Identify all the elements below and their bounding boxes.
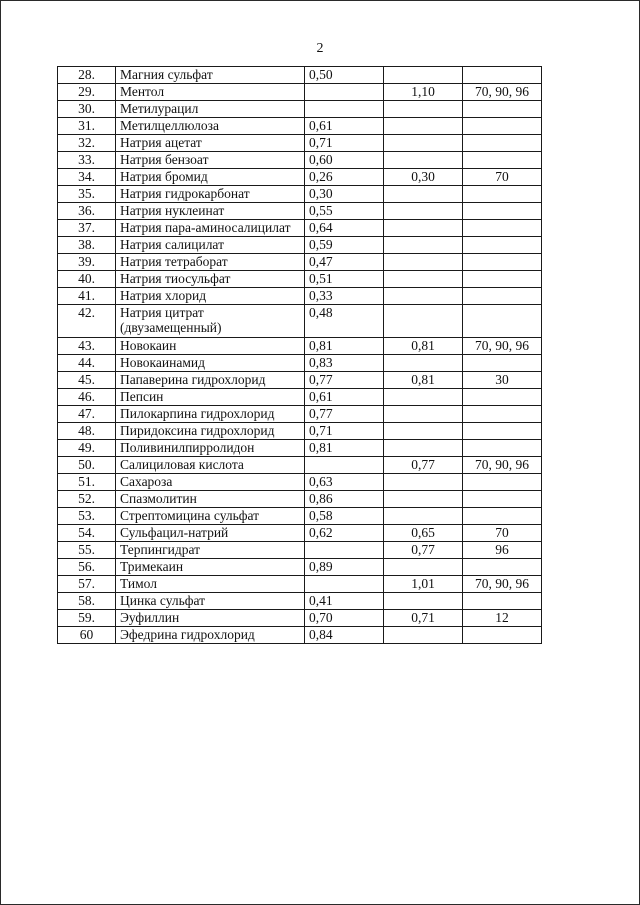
row-number-cell: 47.	[58, 406, 116, 423]
row-number-cell: 60	[58, 627, 116, 644]
value-2-cell	[384, 186, 463, 203]
page-number: 2	[316, 41, 324, 56]
value-2-cell: 0,30	[384, 169, 463, 186]
table-row	[58, 508, 542, 525]
substance-name-cell: Натрия бензоат	[116, 152, 305, 169]
table-row	[58, 576, 542, 593]
row-number-cell: 49.	[58, 440, 116, 457]
table-row	[58, 627, 542, 644]
substance-name-cell: Сахароза	[116, 474, 305, 491]
value-2-cell	[384, 101, 463, 118]
table-row	[58, 440, 542, 457]
value-1-cell: 0,33	[305, 288, 384, 305]
value-3-cell	[463, 152, 542, 169]
value-1-cell	[305, 457, 384, 474]
substance-name-cell: Тимол	[116, 576, 305, 593]
value-1-cell: 0,84	[305, 627, 384, 644]
value-2-cell: 0,77	[384, 542, 463, 559]
substance-name-cell: Пиридоксина гидрохлорид	[116, 423, 305, 440]
value-3-cell	[463, 271, 542, 288]
table-row	[58, 237, 542, 254]
row-number-cell: 40.	[58, 271, 116, 288]
value-3-cell	[463, 593, 542, 610]
value-1-cell: 0,60	[305, 152, 384, 169]
value-1-cell: 0,51	[305, 271, 384, 288]
row-number-cell: 32.	[58, 135, 116, 152]
substance-name-cell: Натрия нуклеинат	[116, 203, 305, 220]
value-2-cell	[384, 559, 463, 576]
value-3-cell: 70, 90, 96	[463, 84, 542, 101]
value-3-cell	[463, 474, 542, 491]
substance-name-cell: Терпингидрат	[116, 542, 305, 559]
value-3-cell	[463, 627, 542, 644]
table-row	[58, 372, 542, 389]
value-3-cell	[463, 406, 542, 423]
value-1-cell: 0,77	[305, 372, 384, 389]
substance-name-cell: Эуфиллин	[116, 610, 305, 627]
value-3-cell: 70, 90, 96	[463, 457, 542, 474]
value-3-cell	[463, 423, 542, 440]
substance-name-cell: Метилурацил	[116, 101, 305, 118]
row-number-cell: 37.	[58, 220, 116, 237]
table-row	[58, 406, 542, 423]
table-row	[58, 491, 542, 508]
value-3-cell: 12	[463, 610, 542, 627]
table-row	[58, 271, 542, 288]
value-3-cell	[463, 389, 542, 406]
value-2-cell	[384, 389, 463, 406]
substance-name-cell: Салициловая кислота	[116, 457, 305, 474]
value-1-cell: 0,47	[305, 254, 384, 271]
table-row	[58, 389, 542, 406]
value-2-cell: 0,65	[384, 525, 463, 542]
table-row	[58, 593, 542, 610]
substance-name-cell: Натрия ацетат	[116, 135, 305, 152]
value-3-cell: 30	[463, 372, 542, 389]
substance-name-cell: Стрептомицина сульфат	[116, 508, 305, 525]
value-3-cell	[463, 220, 542, 237]
row-number-cell: 30.	[58, 101, 116, 118]
substance-table	[57, 66, 542, 644]
table-row	[58, 610, 542, 627]
value-1-cell: 0,71	[305, 135, 384, 152]
row-number-cell: 51.	[58, 474, 116, 491]
value-3-cell	[463, 118, 542, 135]
value-1-cell: 0,48	[305, 305, 384, 338]
value-2-cell	[384, 67, 463, 84]
value-1-cell: 0,50	[305, 67, 384, 84]
row-number-cell: 52.	[58, 491, 116, 508]
value-2-cell: 1,10	[384, 84, 463, 101]
value-1-cell: 0,30	[305, 186, 384, 203]
row-number-cell: 43.	[58, 338, 116, 355]
substance-name-cell: Тримекаин	[116, 559, 305, 576]
substance-name-cell: Сульфацил-натрий	[116, 525, 305, 542]
value-1-cell: 0,62	[305, 525, 384, 542]
value-2-cell	[384, 627, 463, 644]
row-number-cell: 44.	[58, 355, 116, 372]
value-2-cell	[384, 355, 463, 372]
value-1-cell	[305, 542, 384, 559]
value-2-cell: 0,81	[384, 338, 463, 355]
row-number-cell: 50.	[58, 457, 116, 474]
table-row	[58, 169, 542, 186]
value-3-cell: 70, 90, 96	[463, 576, 542, 593]
value-3-cell	[463, 135, 542, 152]
row-number-cell: 39.	[58, 254, 116, 271]
value-3-cell	[463, 101, 542, 118]
value-1-cell: 0,81	[305, 338, 384, 355]
value-1-cell: 0,59	[305, 237, 384, 254]
substance-name-cell: Натрия тетраборат	[116, 254, 305, 271]
table-row	[58, 355, 542, 372]
value-1-cell: 0,26	[305, 169, 384, 186]
table-row	[58, 84, 542, 101]
value-1-cell	[305, 576, 384, 593]
value-2-cell	[384, 135, 463, 152]
value-3-cell	[463, 67, 542, 84]
value-3-cell	[463, 559, 542, 576]
row-number-cell: 53.	[58, 508, 116, 525]
value-2-cell	[384, 203, 463, 220]
substance-name-cell: Натрия тиосульфат	[116, 271, 305, 288]
substance-name-cell: Ментол	[116, 84, 305, 101]
value-2-cell: 0,77	[384, 457, 463, 474]
table-row	[58, 220, 542, 237]
value-1-cell	[305, 101, 384, 118]
value-1-cell: 0,61	[305, 118, 384, 135]
row-number-cell: 33.	[58, 152, 116, 169]
value-2-cell	[384, 271, 463, 288]
value-2-cell	[384, 491, 463, 508]
value-2-cell	[384, 237, 463, 254]
table-row	[58, 254, 542, 271]
substance-name-cell: Папаверина гидрохлорид	[116, 372, 305, 389]
substance-name-cell: Цинка сульфат	[116, 593, 305, 610]
table-row	[58, 559, 542, 576]
substance-name-cell: Пилокарпина гидрохлорид	[116, 406, 305, 423]
substance-name-cell: Новокаин	[116, 338, 305, 355]
value-3-cell: 70, 90, 96	[463, 338, 542, 355]
row-number-cell: 46.	[58, 389, 116, 406]
value-3-cell: 70	[463, 525, 542, 542]
value-3-cell: 96	[463, 542, 542, 559]
value-2-cell	[384, 118, 463, 135]
value-1-cell: 0,61	[305, 389, 384, 406]
value-1-cell: 0,89	[305, 559, 384, 576]
table-row	[58, 288, 542, 305]
substance-name-cell: Метилцеллюлоза	[116, 118, 305, 135]
table-row	[58, 525, 542, 542]
value-3-cell	[463, 508, 542, 525]
row-number-cell: 45.	[58, 372, 116, 389]
value-1-cell: 0,41	[305, 593, 384, 610]
value-1-cell: 0,86	[305, 491, 384, 508]
table-row	[58, 135, 542, 152]
row-number-cell: 35.	[58, 186, 116, 203]
value-1-cell: 0,83	[305, 355, 384, 372]
table-row	[58, 152, 542, 169]
row-number-cell: 34.	[58, 169, 116, 186]
row-number-cell: 57.	[58, 576, 116, 593]
row-number-cell: 58.	[58, 593, 116, 610]
substance-name-cell: Пепсин	[116, 389, 305, 406]
value-1-cell: 0,71	[305, 423, 384, 440]
value-2-cell	[384, 305, 463, 338]
value-3-cell	[463, 440, 542, 457]
value-3-cell	[463, 355, 542, 372]
row-number-cell: 36.	[58, 203, 116, 220]
row-number-cell: 38.	[58, 237, 116, 254]
substance-name-cell: Натрия хлорид	[116, 288, 305, 305]
row-number-cell: 54.	[58, 525, 116, 542]
table-row	[58, 203, 542, 220]
table-row	[58, 423, 542, 440]
value-1-cell: 0,63	[305, 474, 384, 491]
substance-name-cell: Натрия цитрат (двузамещенный)	[116, 305, 305, 338]
substance-name-cell: Новокаинамид	[116, 355, 305, 372]
value-3-cell	[463, 288, 542, 305]
table-row	[58, 474, 542, 491]
table-row	[58, 457, 542, 474]
substance-name-cell: Натрия салицилат	[116, 237, 305, 254]
value-2-cell	[384, 288, 463, 305]
value-3-cell	[463, 254, 542, 271]
row-number-cell: 28.	[58, 67, 116, 84]
row-number-cell: 55.	[58, 542, 116, 559]
row-number-cell: 48.	[58, 423, 116, 440]
value-3-cell	[463, 203, 542, 220]
value-3-cell	[463, 186, 542, 203]
value-1-cell: 0,77	[305, 406, 384, 423]
table-row	[58, 186, 542, 203]
value-3-cell	[463, 491, 542, 508]
value-2-cell	[384, 254, 463, 271]
value-3-cell: 70	[463, 169, 542, 186]
value-1-cell: 0,70	[305, 610, 384, 627]
substance-name-cell: Спазмолитин	[116, 491, 305, 508]
substance-name-cell: Эфедрина гидрохлорид	[116, 627, 305, 644]
table-row	[58, 542, 542, 559]
value-2-cell	[384, 220, 463, 237]
value-2-cell	[384, 508, 463, 525]
table-row	[58, 338, 542, 355]
substance-name-cell: Натрия пара-аминосалицилат	[116, 220, 305, 237]
substance-name-cell: Натрия бромид	[116, 169, 305, 186]
value-3-cell	[463, 305, 542, 338]
value-2-cell: 0,81	[384, 372, 463, 389]
table-row	[58, 305, 542, 338]
value-1-cell: 0,81	[305, 440, 384, 457]
value-2-cell	[384, 406, 463, 423]
value-1-cell: 0,55	[305, 203, 384, 220]
row-number-cell: 42.	[58, 305, 116, 338]
value-1-cell: 0,58	[305, 508, 384, 525]
value-1-cell: 0,64	[305, 220, 384, 237]
table-row	[58, 118, 542, 135]
substance-name-cell: Поливинилпирролидон	[116, 440, 305, 457]
value-2-cell	[384, 440, 463, 457]
substance-name-cell: Магния сульфат	[116, 67, 305, 84]
row-number-cell: 31.	[58, 118, 116, 135]
value-2-cell	[384, 474, 463, 491]
value-2-cell	[384, 152, 463, 169]
table-body	[58, 67, 542, 644]
row-number-cell: 41.	[58, 288, 116, 305]
table-row	[58, 67, 542, 84]
row-number-cell: 56.	[58, 559, 116, 576]
row-number-cell: 59.	[58, 610, 116, 627]
value-2-cell: 1,01	[384, 576, 463, 593]
value-2-cell: 0,71	[384, 610, 463, 627]
value-2-cell	[384, 423, 463, 440]
row-number-cell: 29.	[58, 84, 116, 101]
value-2-cell	[384, 593, 463, 610]
table-row	[58, 101, 542, 118]
value-3-cell	[463, 237, 542, 254]
value-1-cell	[305, 84, 384, 101]
substance-name-cell: Натрия гидрокарбонат	[116, 186, 305, 203]
